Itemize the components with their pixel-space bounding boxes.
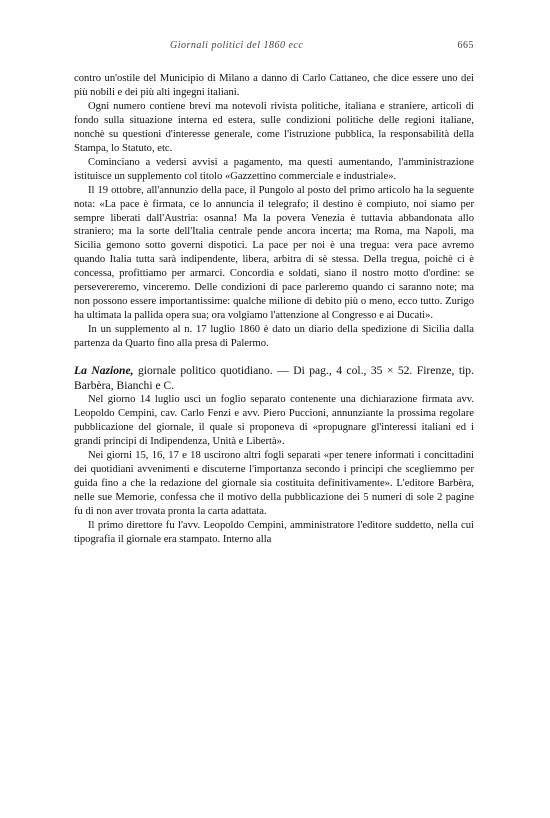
page-number: 665	[457, 40, 474, 51]
paragraph: Nel giorno 14 luglio uscì un foglio separato contenente una dichiarazione firmata avv. Leopoldo Cempini, cav. Carlo Fenzi e avv. Piero Puccioni, annunziante la prossima regolare pubblicazione del giornale, il quale si proponeva di «propugnare gl'interessi italiani ed i grandi principi di Indipendenza, Unità e Libertà».	[74, 394, 474, 447]
spacer	[74, 351, 474, 355]
paragraph: Cominciano a vedersi avvisi a pagamento, ma questi aumentando, l'amministrazione istituisce un supplemento col titolo «Gazzettino commerciale e industriale».	[74, 156, 474, 182]
paragraph: Il 19 ottobre, all'annunzio della pace, il Pungolo al posto del primo articolo ha la seguente nota: «La pace è firmata, ce lo annuncia il telegrafo; il destino è compiuto, noi siamo per sempre liberati dall'Austria: osanna! Ma la povera Venezia è tuttavia abbandonata allo straniero; ma la sorte dell'Italia centrale pende ancora incerta; ma Roma, ma Napoli, ma Sicilia gemono sotto governi dispotici. La pace per noi è una tregua: vera pace avremo quando Italia tutta sarà indipendente, libera, arbitra di sè stessa. Della tregua, poichè ci è concessa, profittiamo per armarci. Concordia e soldati, siano il nostro motto d'ordine: se persevereremo, vinceremo. Delle condizioni di pace parleremo quando ci saranno note; ma non possono essere importantissime: qualche milione di debito più o meno, ecco tutto. Zurigo ha ultimata la pallida opera sua; ora volgiamo l'attenzione al Congresso e ai Ducati».	[74, 184, 474, 322]
paragraph: In un supplemento al n. 17 luglio 1860 è dato un diario della spedizione di Sicilia dalla partenza da Quarto fino alla presa di Palermo.	[74, 324, 474, 350]
paragraph: Nei giorni 15, 16, 17 e 18 uscirono altri fogli separati «per tenere informati i concittadini dei quotidiani avvenimenti e discuterne l'importanza secondo i principi che scegliemmo per guida fino a che la redazione del giornale sia costituita definitivamente». L'editore Barbèra, nelle sue Memorie, confessa che il motivo della pubblicazione dei 5 numeri di sole 2 pagine fu di non aver trovata pronta la carta adattata.	[74, 449, 474, 517]
newspaper-name: La Nazione,	[74, 364, 134, 378]
paragraph: Ogni numero contiene brevi ma notevoli rivista politiche, italiana e straniere, articoli di fondo sulla situazione interna ed estera, sulle condizioni politiche delle regioni italiane, nonchè su questioni d'interesse generale, come l'istruzione pubblica, la responsabilità della Stampa, lo Statuto, etc.	[74, 100, 474, 154]
running-title: Giornali politici del 1860 ecc	[170, 40, 304, 51]
newspaper-details: giornale politico quotidiano. — Di pag., 4 col., 35 × 52. Firenze, tip. Barbèra, Bianchi e C.	[74, 364, 475, 393]
paragraph: Il primo direttore fu l'avv. Leopoldo Cempini, amministratore l'editore suddetto, nella cui tipografia il giornale era stampato. Interno alla	[74, 519, 474, 545]
newspaper-entry	[74, 363, 474, 393]
body-text	[74, 72, 474, 547]
paragraph: contro un'ostile del Municipio di Milano a danno di Carlo Cattaneo, che dice essere uno dei più nobili e dei più alti ingegni italiani.	[74, 73, 474, 98]
